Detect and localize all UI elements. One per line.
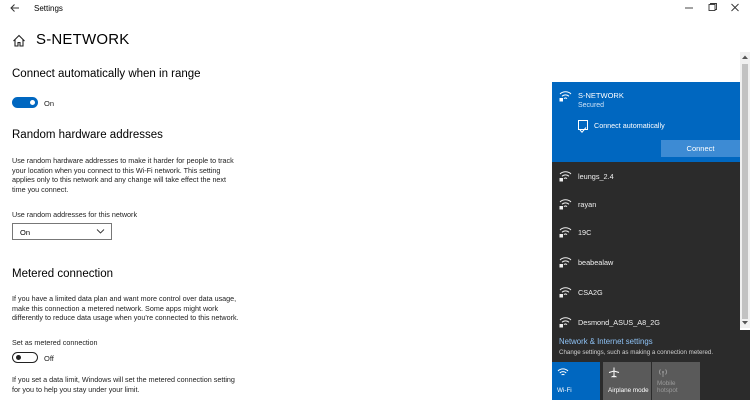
network-item[interactable] (552, 190, 740, 218)
scroll-thumb[interactable] (742, 64, 748, 319)
description-line: Use random hardware addresses to make it harder for people to track (12, 156, 234, 165)
auto-connect-toggle[interactable] (12, 97, 38, 108)
back-arrow-icon[interactable] (9, 2, 21, 14)
airplane-mode-tile[interactable] (603, 362, 651, 400)
connect-button[interactable]: Connect (661, 140, 740, 157)
description-line: make this connection a metered network. Some apps might work (12, 303, 219, 313)
network-item[interactable] (552, 248, 740, 276)
network-name: rayan (578, 200, 597, 209)
connect-automatically-label: Connect automatically (594, 121, 665, 130)
hotspot-icon (657, 367, 669, 378)
mobile-hotspot-tile[interactable] (652, 362, 700, 400)
wifi-secured-icon (559, 286, 572, 298)
network-settings-subtext: Change settings, such as making a connection metered. (559, 349, 714, 356)
hotspot-label-line: hotspot (657, 387, 678, 394)
wifi-tile[interactable] (552, 362, 600, 400)
page-title: S-NETWORK (36, 31, 130, 48)
metered-toggle-label: Set as metered connection (12, 338, 98, 347)
title-bar (0, 0, 750, 18)
description-line: If you have a limited data plan and want more control over data usage, (12, 294, 237, 303)
description-line: your location when you connect to this Wi-Fi network. This setting (12, 165, 221, 175)
hotspot-label-line: Mobile (657, 380, 676, 387)
wifi-secured-icon (559, 198, 572, 210)
data-limit-note (12, 375, 274, 394)
description-line: If you set a data limit, Windows will set the metered connection setting (12, 375, 235, 384)
network-status: Secured (578, 102, 605, 109)
airplane-icon (608, 367, 620, 378)
network-item-selected[interactable] (552, 82, 740, 162)
metered-toggle[interactable] (12, 352, 38, 363)
random-hw-description (12, 156, 274, 194)
network-settings-link[interactable]: Network & Internet settings (559, 337, 653, 346)
network-name: S-NETWORK (578, 91, 624, 100)
description-line: differently to reduce data usage when you're connected to this network. (12, 313, 239, 322)
description-line: applies only to this network and any change will take effect the next (12, 175, 227, 184)
network-name: 19C (578, 228, 592, 237)
random-address-select[interactable] (12, 223, 112, 240)
auto-connect-state: On (44, 99, 55, 108)
wifi-icon (557, 367, 569, 378)
close-icon[interactable] (728, 2, 742, 14)
metered-state: Off (44, 354, 54, 363)
network-item[interactable] (552, 162, 740, 190)
chevron-down-icon (96, 228, 105, 235)
maximize-icon[interactable] (705, 2, 719, 14)
network-name: beabealaw (578, 258, 614, 267)
select-value: On (20, 228, 31, 237)
wifi-secured-icon (559, 256, 572, 268)
connect-automatically-checkbox[interactable] (578, 120, 588, 130)
auto-connect-heading: Connect automatically when in range (12, 68, 201, 80)
window-title: Settings (34, 4, 63, 13)
home-icon[interactable] (12, 34, 26, 47)
wifi-tile-label: Wi-Fi (557, 387, 572, 394)
metered-heading: Metered connection (12, 268, 114, 280)
wifi-secured-icon (559, 316, 572, 328)
network-item[interactable] (552, 218, 740, 246)
wifi-secured-icon (559, 90, 572, 102)
random-address-label: Use random addresses for this network (12, 210, 138, 219)
wifi-secured-icon (559, 170, 572, 182)
scroll-down-icon[interactable] (741, 320, 749, 326)
description-line: for you to help you stay under your limit. (12, 384, 140, 394)
checkmark-icon (579, 126, 587, 134)
network-name: leungs_2.4 (578, 172, 614, 181)
network-name: CSA2G (578, 288, 603, 297)
description-line: time you connect. (12, 184, 69, 194)
hotspot-tile-label (657, 380, 678, 394)
network-item[interactable] (552, 278, 740, 306)
network-name: Desmond_ASUS_A8_2G (578, 318, 660, 327)
toggle-knob (30, 100, 35, 105)
metered-description (12, 294, 274, 323)
scroll-up-icon[interactable] (741, 54, 749, 60)
random-hw-heading: Random hardware addresses (12, 129, 163, 141)
minimize-icon[interactable] (682, 2, 696, 14)
toggle-knob (16, 355, 21, 360)
wifi-secured-icon (559, 226, 572, 238)
airplane-tile-label: Airplane mode (608, 387, 649, 394)
